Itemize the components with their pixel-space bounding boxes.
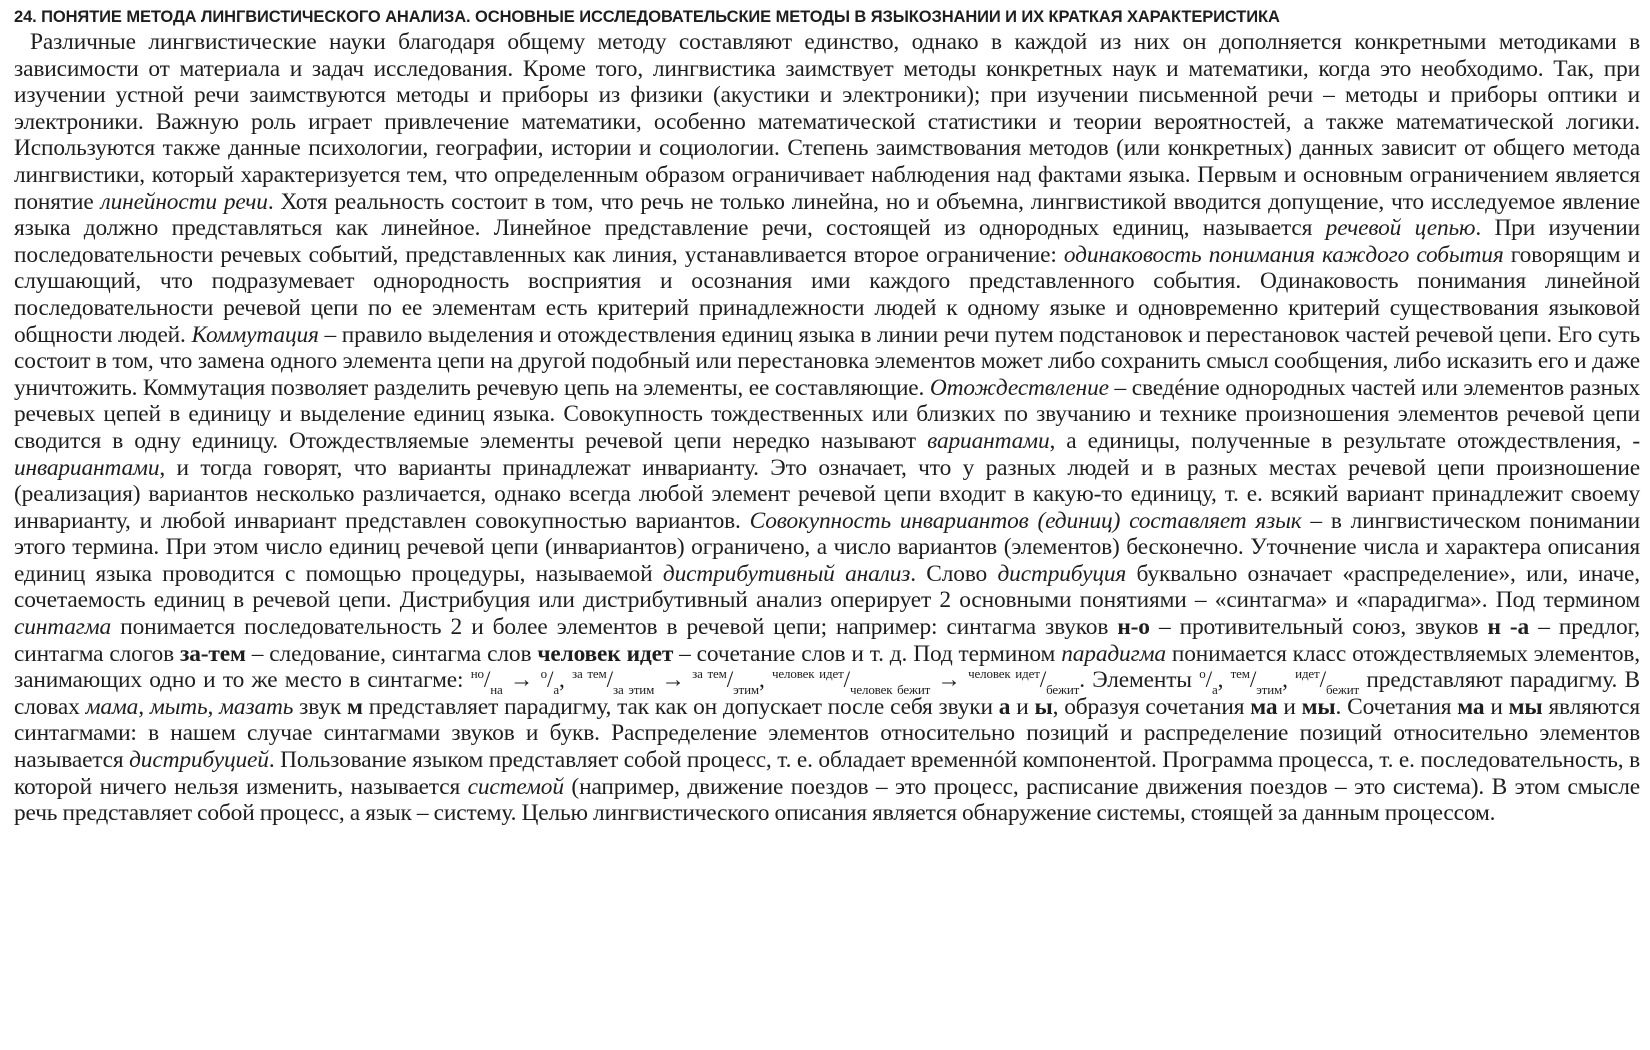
text-run: . Элементы xyxy=(1079,667,1200,694)
fraction-bottom: а xyxy=(553,682,559,698)
section-heading: 24. ПОНЯТИЕ МЕТОДА ЛИНГВИСТИЧЕСКОГО АНАЛИЗА. ОСНОВНЫЕ ИССЛЕДОВАТЕЛЬСКИЕ МЕТОДЫ В ЯЗЫКОЗНАНИИ И ИХ КРАТКАЯ ХАРАКТЕРИСТИКА xyxy=(14,8,1280,26)
term-invariants: инвариантами xyxy=(14,454,160,481)
text-run: – правило выделения и отождествления единиц языка в линии речи путем подстановок и перестановок частей речевой цепи. Его суть состоит в том, что замена одного элемента цепи на другой подобный или перестановка элементов может либо сохранить смысл сообщения, либо исказить его и даже уничтожить. Коммутация позволяет разделить речевую цепь на элементы, ее составляющие. xyxy=(14,321,1640,401)
text-run: – сочетание слов и т. д. Под термином xyxy=(673,640,1062,667)
arrow-symbol: → xyxy=(930,667,969,694)
fraction-bottom: человек бежит xyxy=(849,682,931,698)
fraction-top: человек идет xyxy=(968,666,1040,682)
text-run: понимается класс отождествляемых элементов, занимающих одно и то же место в синтагме: xyxy=(14,640,1641,694)
fraction-bottom: за этим xyxy=(612,682,655,698)
text-run: , а единицы, полученные в результате отождествления, - xyxy=(1049,427,1640,454)
example-words: мама, мыть, мазать xyxy=(85,693,294,720)
text-run: – следование, синтагма слов xyxy=(245,640,538,667)
fraction-top: тем xyxy=(1230,666,1250,682)
text-run: – предлог, синтагма слогов xyxy=(14,614,1640,667)
fraction-top: о xyxy=(1199,666,1206,682)
text-run: – в лингвистическом понимании этого термина. При этом число единиц речевой цепи (инвариантов) ограничено, а число вариантов (элементов) бесконечно. Уточнение числа и характера описания единиц языка проводится с помощью процедуры, называемой xyxy=(14,507,1640,587)
term-distributive-analysis: дистрибутивный анализ xyxy=(662,560,911,587)
separator: , xyxy=(558,667,573,694)
fraction-top: о xyxy=(540,666,547,682)
example-m: м xyxy=(347,693,363,720)
fraction-top: за тем xyxy=(692,666,727,682)
text-run: . Хотя реальность состоит в том, что речь не только линейна, но и объемна, лингвистикой вводится допущение, что исследуемое явление языка должно представляться как линейное. Линейное представление речи, состоящей из однородных единиц, называется xyxy=(14,188,1640,242)
arrow-symbol: → xyxy=(654,667,693,694)
example-no: н-о xyxy=(1117,614,1150,641)
text-run: (например, движение поездов – это процесс, расписание движения поездов – это система). В этом смысле речь представляет собой процесс, а язык – систему. Целью лингвистического описания является обнаружение системы, стоящей за данным процессом. xyxy=(14,773,1640,827)
fraction-top: идет xyxy=(1295,666,1320,682)
term-uniform-understanding: одинаковость понимания каждого события xyxy=(1063,241,1504,268)
term-system: системой xyxy=(467,773,564,800)
text-run: звук xyxy=(293,693,348,720)
fraction-bottom: а xyxy=(1211,682,1218,698)
example-zatem: за-тем xyxy=(180,640,246,667)
text-run: . Пользование языком представляет собой процесс, т. е. обладает временнóй компонентой. Программа процесса, т. е. последовательность, в которой ничего нельзя изменить, называется xyxy=(14,747,1640,800)
term-distribution-instrumental: дистрибуцией xyxy=(129,747,269,774)
example-ma: ма xyxy=(1457,693,1485,720)
separator: , xyxy=(758,667,773,694)
text-run: буквально означает «распределение», или, иначе, сочетаемость единиц в речевой цепи. Дистрибуция или дистрибутивный анализ оперирует 2 основными понятиями – «синтагма» и «парадигма». Под термином xyxy=(14,560,1640,614)
fraction-bottom: этим xyxy=(733,682,759,698)
term-variants: вариантами xyxy=(927,427,1050,454)
term-distribution: дистрибуция xyxy=(997,560,1127,587)
fraction-top: за тем xyxy=(572,666,607,682)
fraction-top: человек идет xyxy=(772,666,844,682)
text-run: представляют парадигму. В словах xyxy=(14,667,1640,720)
text-run: – противительный союз, звуков xyxy=(1149,614,1488,641)
separator: , xyxy=(1282,667,1296,694)
fraction-bottom: этим xyxy=(1256,682,1283,698)
fraction-bottom: бежит xyxy=(1325,682,1360,698)
elements-notation: $^о/_а$, $^{тем}/_{этим}$, $^{идет}/_{бежит}$ xyxy=(1199,666,1360,698)
example-y: ы xyxy=(1034,693,1053,720)
example-my: мы xyxy=(1301,693,1336,720)
term-paradigm: парадигма xyxy=(1061,640,1166,667)
example-chelovek-idet: человек идет xyxy=(537,640,674,667)
text-run: представляет парадигму, так как он допускает после себя звуки xyxy=(362,693,999,720)
text-run: . Слово xyxy=(910,560,998,587)
body-paragraph xyxy=(14,29,1640,827)
example-my: мы xyxy=(1508,693,1543,720)
text-run: Различные лингвистические науки благодаря общему методу составляют единство, однако в каждой из них он дополняется конкретными методиками в зависимости от материала и задач исследования. Кроме того, лингвистика заимствует методы конкретных наук и математики, когда это необходимо. Так, при изучении устной речи заимствуются методы и приборы из физики (акустики и электроники); при изучении письменной речи – методы и приборы оптики и электроники. Важную роль играет привлечение математики, особенно математической статистики и теории вероятностей, а также математической логики. Используются также данные психологии, географии, истории и социологии. Степень заимствования методов (или конкретных) данных зависит от общего метода лингвистики, который характеризуется тем, что определенным образом ограничивает наблюдения над фактами языка. Первым и основным ограничением является понятие xyxy=(14,29,1640,215)
text-run: . При изучении последовательности речевых событий, представленных как линия, устанавливается второе ограничение: xyxy=(14,215,1640,268)
fraction-bottom: бежит xyxy=(1046,682,1080,698)
term-identification: Отождествление xyxy=(929,374,1109,401)
term-language-definition: Совокупность инвариантов (единиц) составляет язык xyxy=(749,507,1302,534)
text-run: говорящим и слушающий, что подразумевает однородность восприятия и осознания ими каждого представленного события. Одинаковость понимания линейной последовательности речевой цепи по ее элементам есть критерий принадлежности людей к одному языке и одновременно критерий существования языковой общности людей. xyxy=(14,241,1641,348)
text-run: и xyxy=(1010,693,1035,720)
text-run: и xyxy=(1484,693,1509,720)
text-run: являются синтагмами: в нашем случае синтагмами звуков и букв. Распределение элементов относительно позиций и распределение позиций относительно элементов называется xyxy=(14,693,1640,774)
example-na: н -а xyxy=(1487,614,1530,641)
text-run: , и тогда говорят, что варианты принадлежат инварианту. Это означает, что у разных людей и в разных местах речевой цепи произношение (реализация) вариантов несколько различается, однако всегда любой элемент речевой цепи входит в какую-то единицу, т. е. всякий вариант принадлежит своему инварианту, и любой инвариант представлен совокупностью вариантов. xyxy=(14,454,1640,534)
fraction-bottom: на xyxy=(490,682,503,698)
text-run: , образуя сочетания xyxy=(1052,693,1251,720)
text-run: . Сочетания xyxy=(1335,693,1458,720)
example-ma: ма xyxy=(1250,693,1278,720)
arrow-symbol: → xyxy=(502,667,541,694)
term-commutation: Коммутация xyxy=(191,321,319,348)
term-linearity: линейности речи xyxy=(100,188,268,215)
fraction-top: но xyxy=(470,666,484,682)
text-run: понимается последовательность 2 и более элементов в речевой цепи; например: синтагма звуков xyxy=(111,614,1118,641)
term-speech-chain: речевой цепью xyxy=(1325,215,1476,242)
text-run: – сведéние однородных частей или элементов разных речевых цепей в единицу и выделение единиц языка. Совокупность тождественных или близких по звучанию и технике произношения элементов речевой цепи сводится в одну единицу. Отождествляемые элементы речевой цепи нередко называют xyxy=(14,374,1640,454)
example-a: а xyxy=(998,693,1011,720)
text-run: и xyxy=(1277,693,1302,720)
separator: , xyxy=(1217,667,1231,694)
paradigm-notation: $^{но}/_{на} \to ^о/_а$, $^{за тем}/_{за этим} \to ^{за тем}/_{этим}$, $^{человек идет}/_{человек бежит} \to ^{человек идет}/_{бежит}$ xyxy=(470,666,1080,698)
term-syntagma: синтагма xyxy=(14,614,112,641)
